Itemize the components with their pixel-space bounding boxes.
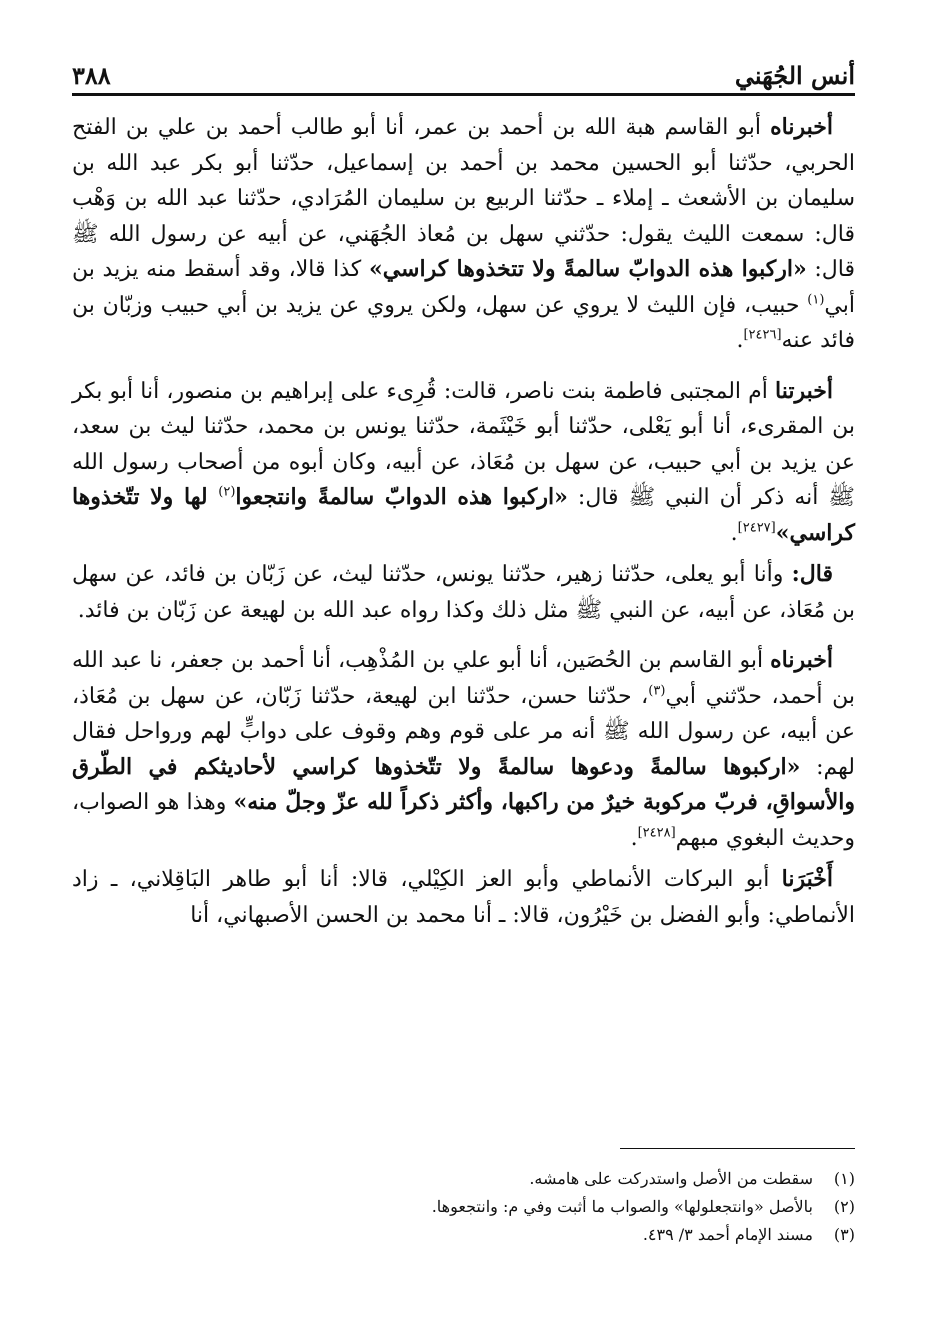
footnote-text: مسند الإمام أحمد ٣/ ٤٣٩. bbox=[642, 1225, 813, 1244]
running-title: أنس الجُهَني bbox=[734, 61, 855, 90]
paragraph-lead: أخبرتنا bbox=[775, 377, 833, 404]
paragraph-text: ، حدّثنا حسن، حدّثنا ابن لهيعة، حدّثنا زَبّان، عن سهل بن مُعَاذ، عن أبيه، عن رسول الله ﷺ أنه مر على قوم وهم وقوف على دوابٍّ لهم ورواحل فقال لهم: bbox=[72, 683, 856, 780]
paragraph-end: . bbox=[730, 520, 738, 546]
footnote-number: (٢) bbox=[833, 1197, 855, 1216]
footnote-item bbox=[72, 1193, 855, 1221]
hadith-number: [٢٤٢٨] bbox=[637, 825, 676, 841]
paragraph-text: كذا قالا، وقد أسقط منه يزيد بن أبي bbox=[72, 257, 855, 318]
paragraph-2 bbox=[72, 374, 855, 552]
hadith-quote: «اركبوها سالمةً ودعوها سالمةً ولا تتّخذوها كراسي لأحاديثكم في الطّرق والأسواقِ، فربّ مركوبة خيرٌ من راكبها، وأكثر ذكراً لله عزّ وجلّ منه» bbox=[72, 753, 856, 815]
paragraph-lead: أخبرناه bbox=[770, 114, 833, 140]
paragraph-end: . bbox=[736, 328, 744, 353]
paragraph-lead: أخبرناه bbox=[770, 647, 833, 673]
hadith-quote: «اركبوا هذه الدوابّ سالمةً وانتجعوا bbox=[235, 484, 568, 510]
paragraph-text: أبو القاسم بن الحُصَين، أنا أبو علي بن المُذْهِب، أنا أحمد بن جعفر، نا عبد الله بن أحمد، حدّثني أبي bbox=[72, 648, 856, 709]
hadith-number: [٢٤٢٧] bbox=[737, 520, 776, 536]
paragraph-lead: قال: bbox=[791, 561, 833, 587]
footnotes bbox=[72, 1165, 855, 1249]
paragraph-1 bbox=[72, 110, 855, 359]
footnote-number: (١) bbox=[833, 1169, 855, 1188]
paragraph-text: أم المجتبى فاطمة بنت ناصر، قالت: قُرِىء على إبراهيم بن منصور، أنا أبو بكر بن المقرىء، أنا أبو يَعْلى، حدّثنا أبو خَيْثَمة، حدّثنا يونس بن محمد، حدّثنا ليث بن سعد، عن يزيد بن أبي حبيب، عن سهل بن مُعَاذ، عن أبيه، وكان أبوه من أصحاب رسول الله ﷺ أنه ذكر أن النبي ﷺ قال: bbox=[72, 378, 856, 510]
header-rule bbox=[72, 93, 855, 96]
footnote-rule bbox=[620, 1148, 855, 1149]
paragraph-lead: أَخْبَرَنا bbox=[781, 866, 833, 892]
paragraph-text: وأنا أبو يعلى، حدّثنا زهير، حدّثنا يونس، حدّثنا ليث، عن زَبّان بن فائد، عن سهل بن مُعَاذ، عن أبيه، عن النبي ﷺ مثل ذلك وكذا رواه عبد الله بن لهيعة عن زَبّان بن فائد. bbox=[72, 562, 855, 623]
paragraph-3 bbox=[72, 557, 855, 628]
footnote-marker: (١) bbox=[807, 292, 825, 308]
footnote-item bbox=[72, 1165, 855, 1193]
hadith-quote: لها ولا تتّخذوها كراسي» bbox=[72, 484, 855, 546]
page-header bbox=[72, 50, 855, 90]
footnote-item bbox=[72, 1221, 855, 1249]
hadith-number: [٢٤٢٦] bbox=[743, 327, 782, 343]
footnote-number: (٣) bbox=[833, 1225, 855, 1244]
paragraph-text: أبو البركات الأنماطي وأبو العز الكِيْلي، قالا: أنا أبو طاهر البَاقِلاني، ـ زاد الأنماطي: وأبو الفضل بن خَيْرُون، قالا: ـ أنا محمد بن الحسن الأصبهاني، أنا bbox=[72, 867, 855, 928]
paragraph-text: وهذا هو الصواب، وحديث البغوي مبهم bbox=[72, 790, 855, 851]
paragraph-4 bbox=[72, 643, 855, 856]
paragraph-5 bbox=[72, 862, 855, 933]
footnote-marker: (٣) bbox=[648, 683, 666, 699]
footnote-text: بالأصل «وانتجعلولها» والصواب ما أثبت وفي م: وانتجعوها. bbox=[431, 1197, 813, 1216]
hadith-quote: «اركبوا هذه الدوابّ سالمةً ولا تتخذوها كراسي» bbox=[368, 256, 807, 282]
main-text bbox=[72, 110, 855, 948]
footnote-text: سقطت من الأصل واستدركت على هامشه. bbox=[529, 1169, 813, 1188]
footnote-marker: (٢) bbox=[218, 484, 236, 500]
paragraph-text: أبو القاسم هبة الله بن أحمد بن عمر، أنا أبو طالب أحمد بن علي بن الفتح الحربي، حدّثنا أبو الحسين محمد بن أحمد بن إسماعيل، حدّثنا أبو بكر عبد الله بن سليمان بن الأشعث ـ إملاء ـ حدّثنا الربيع بن سليمان المُرَادي، حدّثنا عبد الله بن وَهْب قال: سمعت الليث يقول: حدّثني سهل بن مُعاذ الجُهَني، عن أبيه عن رسول الله ﷺ قال: bbox=[72, 115, 855, 282]
paragraph-text: حبيب، فإن الليث لا يروي عن سهل، ولكن يروي عن يزيد بن أبي حبيب وزبّان بن فائد عنه bbox=[72, 292, 855, 353]
page-number: ٣٨٨ bbox=[72, 61, 111, 90]
paragraph-end: . bbox=[630, 825, 638, 851]
